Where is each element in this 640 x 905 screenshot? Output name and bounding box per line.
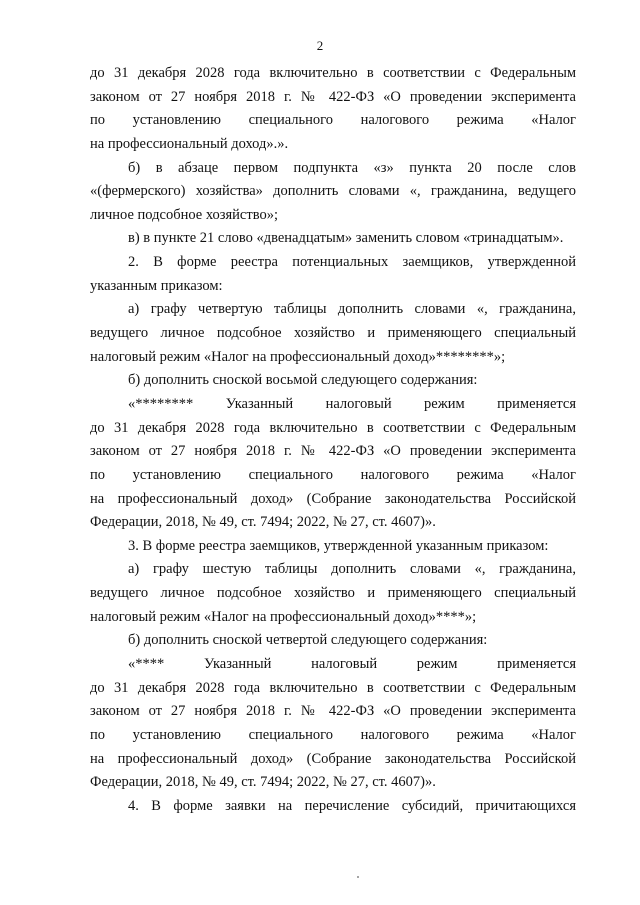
text-line: 4. В форме заявки на перечисление субсидий, причитающихся (128, 797, 576, 814)
text-line: законом от 27 ноября 2018 г. № 422-ФЗ «О проведении эксперимента (90, 703, 576, 720)
text-line: на профессиональный доход» (Собрание законодательства Российской (90, 490, 576, 507)
text-line: 3. В форме реестра заемщиков, утвержденной указанным приказом: (128, 537, 549, 554)
text-line: «******** Указанный налоговый режим применяется (128, 395, 576, 412)
scan-speck (357, 876, 359, 878)
text-line: до 31 декабря 2028 года включительно в соответствии с Федеральным (90, 65, 576, 81)
text-line: Федерации, 2018, № 49, ст. 7494; 2022, № 27, ст. 4607)». (90, 774, 436, 791)
text-line: по установлению специального налогового режима «Налог (90, 112, 576, 129)
document-body (90, 62, 576, 819)
text-line: налоговый режим «Налог на профессиональный доход»********»; (90, 348, 506, 365)
text-line: «**** Указанный налоговый режим применяется (128, 656, 576, 673)
text-line: в) в пункте 21 слово «двенадцатым» заменить словом «тринадцатым». (128, 230, 564, 247)
text-line: б) в абзаце первом подпункта «з» пункта 20 после слов (128, 159, 576, 176)
text-line: ведущего личное подсобное хозяйство и применяющего специальный (90, 325, 576, 342)
text-line: до 31 декабря 2028 года включительно в соответствии с Федеральным (90, 679, 576, 696)
text-line: до 31 декабря 2028 года включительно в соответствии с Федеральным (90, 419, 576, 436)
text-line: Федерации, 2018, № 49, ст. 7494; 2022, № 27, ст. 4607)». (90, 514, 436, 531)
text-line: законом от 27 ноября 2018 г. № 422-ФЗ «О проведении эксперимента (90, 443, 576, 460)
text-line: налоговый режим «Налог на профессиональный доход»****»; (90, 608, 477, 625)
text-line: «(фермерского) хозяйства» дополнить словами «, гражданина, ведущего (90, 183, 576, 200)
text-line: указанным приказом: (90, 277, 223, 294)
text-line: личное подсобное хозяйство»; (90, 206, 278, 223)
page-number: 2 (316, 38, 324, 53)
text-line: а) графу шестую таблицы дополнить словами «, гражданина, (128, 561, 576, 578)
text-line: по установлению специального налогового режима «Налог (90, 466, 576, 483)
text-line: 2. В форме реестра потенциальных заемщиков, утвержденной (128, 254, 576, 271)
text-line: на профессиональный доход».». (90, 135, 289, 152)
text-line: ведущего личное подсобное хозяйство и применяющего специальный (90, 585, 576, 602)
text-line: законом от 27 ноября 2018 г. № 422-ФЗ «О проведении эксперимента (90, 88, 576, 105)
text-line: по установлению специального налогового режима «Налог (90, 726, 576, 743)
text-line: б) дополнить сноской восьмой следующего содержания: (128, 372, 478, 389)
text-line: на профессиональный доход» (Собрание законодательства Российской (90, 750, 576, 767)
text-line: а) графу четвертую таблицы дополнить словами «, гражданина, (128, 301, 576, 318)
text-line: б) дополнить сноской четвертой следующего содержания: (128, 632, 488, 649)
